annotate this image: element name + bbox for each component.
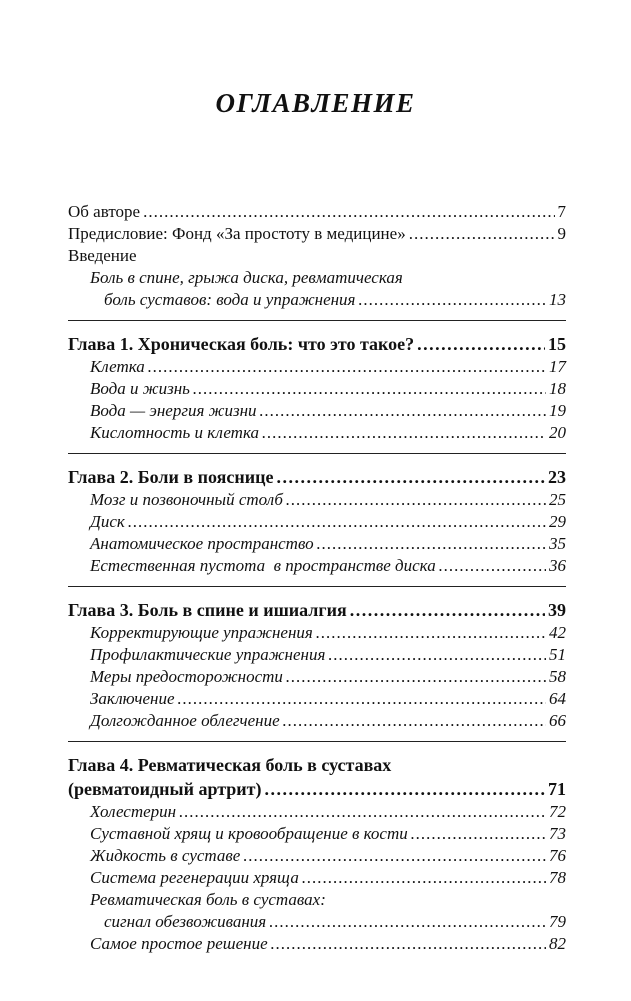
toc-entry[interactable] bbox=[68, 378, 566, 400]
dot-leader bbox=[243, 845, 546, 867]
entry-title: Естественная пустота в пространстве диска bbox=[90, 556, 436, 575]
toc-entry[interactable] bbox=[68, 422, 566, 444]
chapter-page: 39 bbox=[548, 600, 566, 620]
entry-page: 9 bbox=[557, 224, 566, 243]
entry-page: 78 bbox=[549, 868, 566, 887]
entry-title: сигнал обезвоживания bbox=[104, 912, 267, 931]
dot-leader bbox=[148, 356, 546, 378]
chapter-page: 71 bbox=[548, 779, 566, 799]
dot-leader bbox=[358, 289, 546, 311]
entry-title: Вода и жизнь bbox=[90, 379, 190, 398]
entry-page: 36 bbox=[549, 556, 566, 575]
toc-chapter-1[interactable] bbox=[68, 332, 566, 356]
entry-page: 79 bbox=[549, 912, 566, 931]
entry-title: Вода — энергия жизни bbox=[90, 401, 257, 420]
entry-title: Ревматическая боль в суставах: bbox=[90, 890, 326, 909]
dot-leader bbox=[411, 823, 546, 845]
entry-title: Кислотность и клетка bbox=[90, 423, 259, 442]
dot-leader bbox=[271, 933, 546, 955]
toc-entry[interactable] bbox=[68, 533, 566, 555]
entry-page: 20 bbox=[549, 423, 566, 442]
dot-leader bbox=[269, 911, 546, 933]
toc-entry-introduction[interactable] bbox=[68, 245, 566, 267]
entry-title: Корректирующие упражнения bbox=[90, 623, 313, 642]
entry-page: 73 bbox=[549, 824, 566, 843]
entry-page: 72 bbox=[549, 802, 566, 821]
entry-title: Меры предосторожности bbox=[90, 667, 283, 686]
toc-chapter-3[interactable] bbox=[68, 598, 566, 622]
chapter-title: Глава 4. Ревматическая боль в суставах bbox=[68, 755, 392, 775]
entry-title: Самое простое решение bbox=[90, 934, 268, 953]
section-divider bbox=[68, 320, 566, 321]
chapter-page: 15 bbox=[548, 334, 566, 354]
entry-page: 29 bbox=[549, 512, 566, 531]
entry-title: Профилактические упражнения bbox=[90, 645, 326, 664]
entry-title: Долгожданное облегчение bbox=[90, 711, 280, 730]
dot-leader bbox=[265, 777, 545, 801]
toc-entry-preface[interactable] bbox=[68, 223, 566, 245]
toc-entry[interactable] bbox=[68, 801, 566, 823]
chapter-title: Глава 1. Хроническая боль: что это такое? bbox=[68, 334, 415, 354]
toc-entry[interactable] bbox=[68, 688, 566, 710]
toc-entry[interactable] bbox=[68, 622, 566, 644]
chapter-page: 23 bbox=[548, 467, 566, 487]
table-of-contents bbox=[68, 201, 566, 955]
dot-leader bbox=[193, 378, 546, 400]
dot-leader bbox=[439, 555, 546, 577]
toc-chapter-4-line1[interactable] bbox=[68, 753, 566, 777]
toc-entry-about-author[interactable] bbox=[68, 201, 566, 223]
entry-title: Жидкость в суставе bbox=[90, 846, 241, 865]
entry-title: Мозг и позвоночный столб bbox=[90, 490, 283, 509]
entry-page: 42 bbox=[549, 623, 566, 642]
toc-entry[interactable] bbox=[68, 666, 566, 688]
toc-entry-multiline-line1[interactable] bbox=[68, 889, 566, 911]
entry-page: 51 bbox=[549, 645, 566, 664]
toc-entry[interactable] bbox=[68, 400, 566, 422]
dot-leader bbox=[302, 867, 546, 889]
toc-entry[interactable] bbox=[68, 555, 566, 577]
toc-entry[interactable] bbox=[68, 511, 566, 533]
entry-page: 82 bbox=[549, 934, 566, 953]
toc-entry-intro-subtitle-line1[interactable] bbox=[68, 267, 566, 289]
section-divider bbox=[68, 741, 566, 742]
dot-leader bbox=[328, 644, 546, 666]
entry-page: 66 bbox=[549, 711, 566, 730]
entry-title: Боль в спине, грыжа диска, ревматическая bbox=[90, 268, 403, 287]
toc-chapter-4-line2[interactable] bbox=[68, 777, 566, 801]
dot-leader bbox=[128, 511, 546, 533]
entry-title: Клетка bbox=[90, 357, 145, 376]
entry-page: 18 bbox=[549, 379, 566, 398]
dot-leader bbox=[316, 622, 546, 644]
entry-page: 58 bbox=[549, 667, 566, 686]
toc-entry[interactable] bbox=[68, 489, 566, 511]
entry-page: 7 bbox=[557, 202, 566, 221]
toc-entry[interactable] bbox=[68, 710, 566, 732]
entry-title: Система регенерации хряща bbox=[90, 868, 299, 887]
entry-title: Введение bbox=[68, 246, 137, 265]
entry-page: 17 bbox=[549, 357, 566, 376]
entry-title: Об авторе bbox=[68, 202, 141, 221]
page-title: ОГЛАВЛЕНИЕ bbox=[215, 88, 416, 118]
toc-entry[interactable] bbox=[68, 867, 566, 889]
toc-entry[interactable] bbox=[68, 845, 566, 867]
entry-page: 19 bbox=[549, 401, 566, 420]
dot-leader bbox=[286, 489, 546, 511]
entry-title: Анатомическое пространство bbox=[90, 534, 314, 553]
toc-entry-multiline-line2[interactable] bbox=[68, 911, 566, 933]
dot-leader bbox=[286, 666, 546, 688]
entry-page: 13 bbox=[549, 290, 566, 309]
dot-leader bbox=[260, 400, 546, 422]
dot-leader bbox=[350, 598, 545, 622]
dot-leader bbox=[276, 465, 545, 489]
section-divider bbox=[68, 586, 566, 587]
entry-title: Суставной хрящ и кровообращение в кости bbox=[90, 824, 408, 843]
dot-leader bbox=[317, 533, 546, 555]
dot-leader bbox=[179, 801, 546, 823]
entry-page: 76 bbox=[549, 846, 566, 865]
entry-page: 35 bbox=[549, 534, 566, 553]
toc-entry[interactable] bbox=[68, 356, 566, 378]
chapter-title: Глава 2. Боли в пояснице bbox=[68, 467, 274, 487]
entry-title: Заключение bbox=[90, 689, 175, 708]
chapter-title-continued: (ревматоидный артрит) bbox=[68, 779, 262, 799]
toc-chapter-2[interactable] bbox=[68, 465, 566, 489]
toc-entry-intro-subtitle-line2[interactable] bbox=[68, 289, 566, 311]
dot-leader bbox=[143, 201, 554, 223]
entry-title: Холестерин bbox=[90, 802, 177, 821]
toc-entry[interactable] bbox=[68, 823, 566, 845]
entry-title: Диск bbox=[90, 512, 125, 531]
dot-leader bbox=[417, 332, 545, 356]
dot-leader bbox=[409, 223, 555, 245]
dot-leader bbox=[178, 688, 546, 710]
entry-title: Предисловие: Фонд «За простоту в медицине» bbox=[68, 224, 406, 243]
chapter-title: Глава 3. Боль в спине и ишиалгия bbox=[68, 600, 347, 620]
toc-entry[interactable] bbox=[68, 644, 566, 666]
dot-leader bbox=[283, 710, 546, 732]
entry-title: боль суставов: вода и упражнения bbox=[104, 290, 356, 309]
entry-page: 25 bbox=[549, 490, 566, 509]
section-divider bbox=[68, 453, 566, 454]
dot-leader bbox=[262, 422, 546, 444]
toc-entry[interactable] bbox=[68, 933, 566, 955]
entry-page: 64 bbox=[549, 689, 566, 708]
